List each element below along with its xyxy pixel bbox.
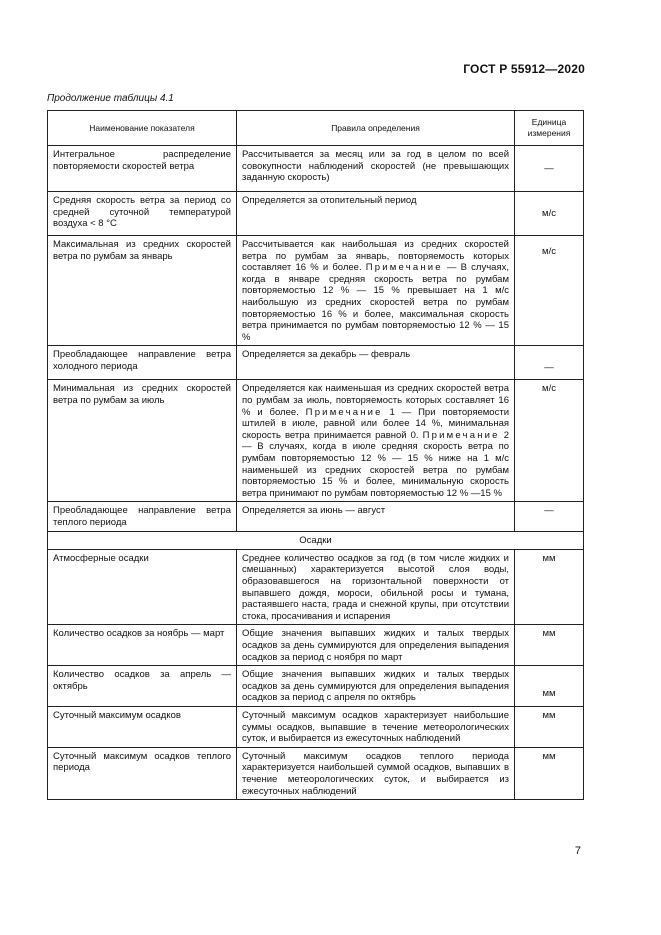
row-unit: мм bbox=[515, 666, 584, 707]
row-rule-text: Рассчитывается как наибольшая из средних скоростей ветра по румбам за январь, повторяемость которых составляет 16 % и более. bbox=[242, 239, 509, 274]
note-1-text: 1 — При повторяемости штилей в июле, равной или более 14 %, минимальная скорость ветра принимается равной 0. bbox=[242, 406, 509, 441]
row-rule: Общие значения выпавших жидких и талых твердых осадков за день суммируются для определения выпадения осадков за период с апреля по октябрь bbox=[237, 666, 515, 707]
row-rule: Определяется за июнь — август bbox=[237, 502, 515, 532]
row-name: Интегральное распределение повторяемости скоростей ветра bbox=[48, 146, 237, 192]
table-row bbox=[48, 502, 584, 532]
table-row bbox=[48, 192, 584, 236]
row-rule bbox=[237, 380, 515, 502]
row-rule: Общие значения выпавших жидких и талых твердых осадков за день суммируются для определения выпадения осадков за период с ноября по март bbox=[237, 625, 515, 666]
note-label: Примечание bbox=[365, 262, 443, 274]
row-name: Минимальная из средних скоростей ветра по румбам за июль bbox=[48, 380, 237, 502]
row-unit: мм bbox=[515, 747, 584, 799]
row-rule: Суточный максимум осадков характеризует наибольшие суммы осадков, выпавшие в течение метеорологических суток, и выбирается из ежесуточных наблюдений bbox=[237, 707, 515, 748]
table-row bbox=[48, 666, 584, 707]
section-row bbox=[48, 532, 584, 550]
table-row bbox=[48, 236, 584, 346]
table-row bbox=[48, 549, 584, 625]
column-header-unit-line1: Единица bbox=[531, 117, 567, 127]
row-name: Суточный максимум осадков bbox=[48, 707, 237, 748]
column-header-rule: Правила определения bbox=[237, 111, 515, 146]
section-title: Осадки bbox=[48, 532, 584, 550]
row-unit: м/с bbox=[515, 236, 584, 346]
page-number: 7 bbox=[574, 845, 581, 857]
row-unit: мм bbox=[515, 625, 584, 666]
table-row bbox=[48, 747, 584, 799]
column-header-unit bbox=[515, 111, 584, 146]
note-text: — В случаях, когда в январе средняя скорость ветра по румбам повторяемостью 12 % — 15 % превышает на 1 м/с наибольшую из средних скоростей ветра по румбам повторяемостью 16 % и более, максимальная скорость ветра принимается по румбам повторяемостью 12 % — 15 % bbox=[242, 262, 509, 343]
row-unit: — bbox=[515, 502, 584, 532]
row-rule: Среднее количество осадков за год (в том числе жидких и смешанных) характеризуется высотой слоя воды, образовавшегося на горизонтальной поверхности от выпавшего дождя, мороси, обильной росы и тумана, растаявшего наста, града и снежной крупы, при отсутствии стока, просачивания и испарения bbox=[237, 549, 515, 625]
row-name: Преобладающее направление ветра теплого периода bbox=[48, 502, 237, 532]
note-1-label: Примечание bbox=[305, 406, 383, 418]
row-name: Суточный максимум осадков теплого периода bbox=[48, 747, 237, 799]
row-rule: Определяется за декабрь — февраль bbox=[237, 346, 515, 380]
row-rule: Суточный максимум осадков теплого периода характеризуется наибольшей суммой осадков, выпавших в течение метеорологических суток, и выбирается из ежесуточных наблюдений bbox=[237, 747, 515, 799]
row-name: Количество осадков за ноябрь — март bbox=[48, 625, 237, 666]
row-rule bbox=[237, 236, 515, 346]
row-unit: — bbox=[515, 346, 584, 380]
row-unit: м/с bbox=[515, 380, 584, 502]
row-rule: Определяется за отопительный период bbox=[237, 192, 515, 236]
column-header-unit-line2: измерения bbox=[527, 128, 571, 138]
table-row bbox=[48, 380, 584, 502]
row-name: Атмосферные осадки bbox=[48, 549, 237, 625]
row-unit: — bbox=[515, 146, 584, 192]
note-2-label: Примечание bbox=[422, 429, 500, 441]
row-rule: Рассчитывается за месяц или за год в целом по всей совокупности наблюдений скоростей (не превышающих заданную скорость) bbox=[237, 146, 515, 192]
row-name: Максимальная из средних скоростей ветра по румбам за январь bbox=[48, 236, 237, 346]
row-rule-text: Определяется как наименьшая из средних скоростей ветра по румбам за июль, повторяемость которых составляет 16 % и более. bbox=[242, 383, 509, 418]
column-header-name: Наименование показателя bbox=[48, 111, 237, 146]
table-row bbox=[48, 707, 584, 748]
table-caption: Продолжение таблицы 4.1 bbox=[47, 93, 174, 104]
climate-parameters-table bbox=[47, 110, 584, 800]
row-name: Средняя скорость ветра за период со средней суточной температурой воздуха < 8 °С bbox=[48, 192, 237, 236]
row-name: Преобладающее направление ветра холодного периода bbox=[48, 346, 237, 380]
row-unit: мм bbox=[515, 707, 584, 748]
row-name: Количество осадков за апрель — октябрь bbox=[48, 666, 237, 707]
note-2-text: 2 — В случаях, когда в июле средняя скорость ветра по румбам повторяемостью 12 % — 15 % ниже на 1 м/с наименьшей из средних скоростей ветра по румбам повторяемостью 15 % и более, минимальную скорость ветра принимают по румбам повторяемостью 12 % —15 % bbox=[242, 429, 509, 499]
table-row bbox=[48, 346, 584, 380]
document-code: ГОСТ Р 55912—2020 bbox=[463, 62, 585, 76]
row-unit: м/с bbox=[515, 192, 584, 236]
row-unit: мм bbox=[515, 549, 584, 625]
table-row bbox=[48, 625, 584, 666]
table-row bbox=[48, 146, 584, 192]
table-header-row bbox=[48, 111, 584, 146]
